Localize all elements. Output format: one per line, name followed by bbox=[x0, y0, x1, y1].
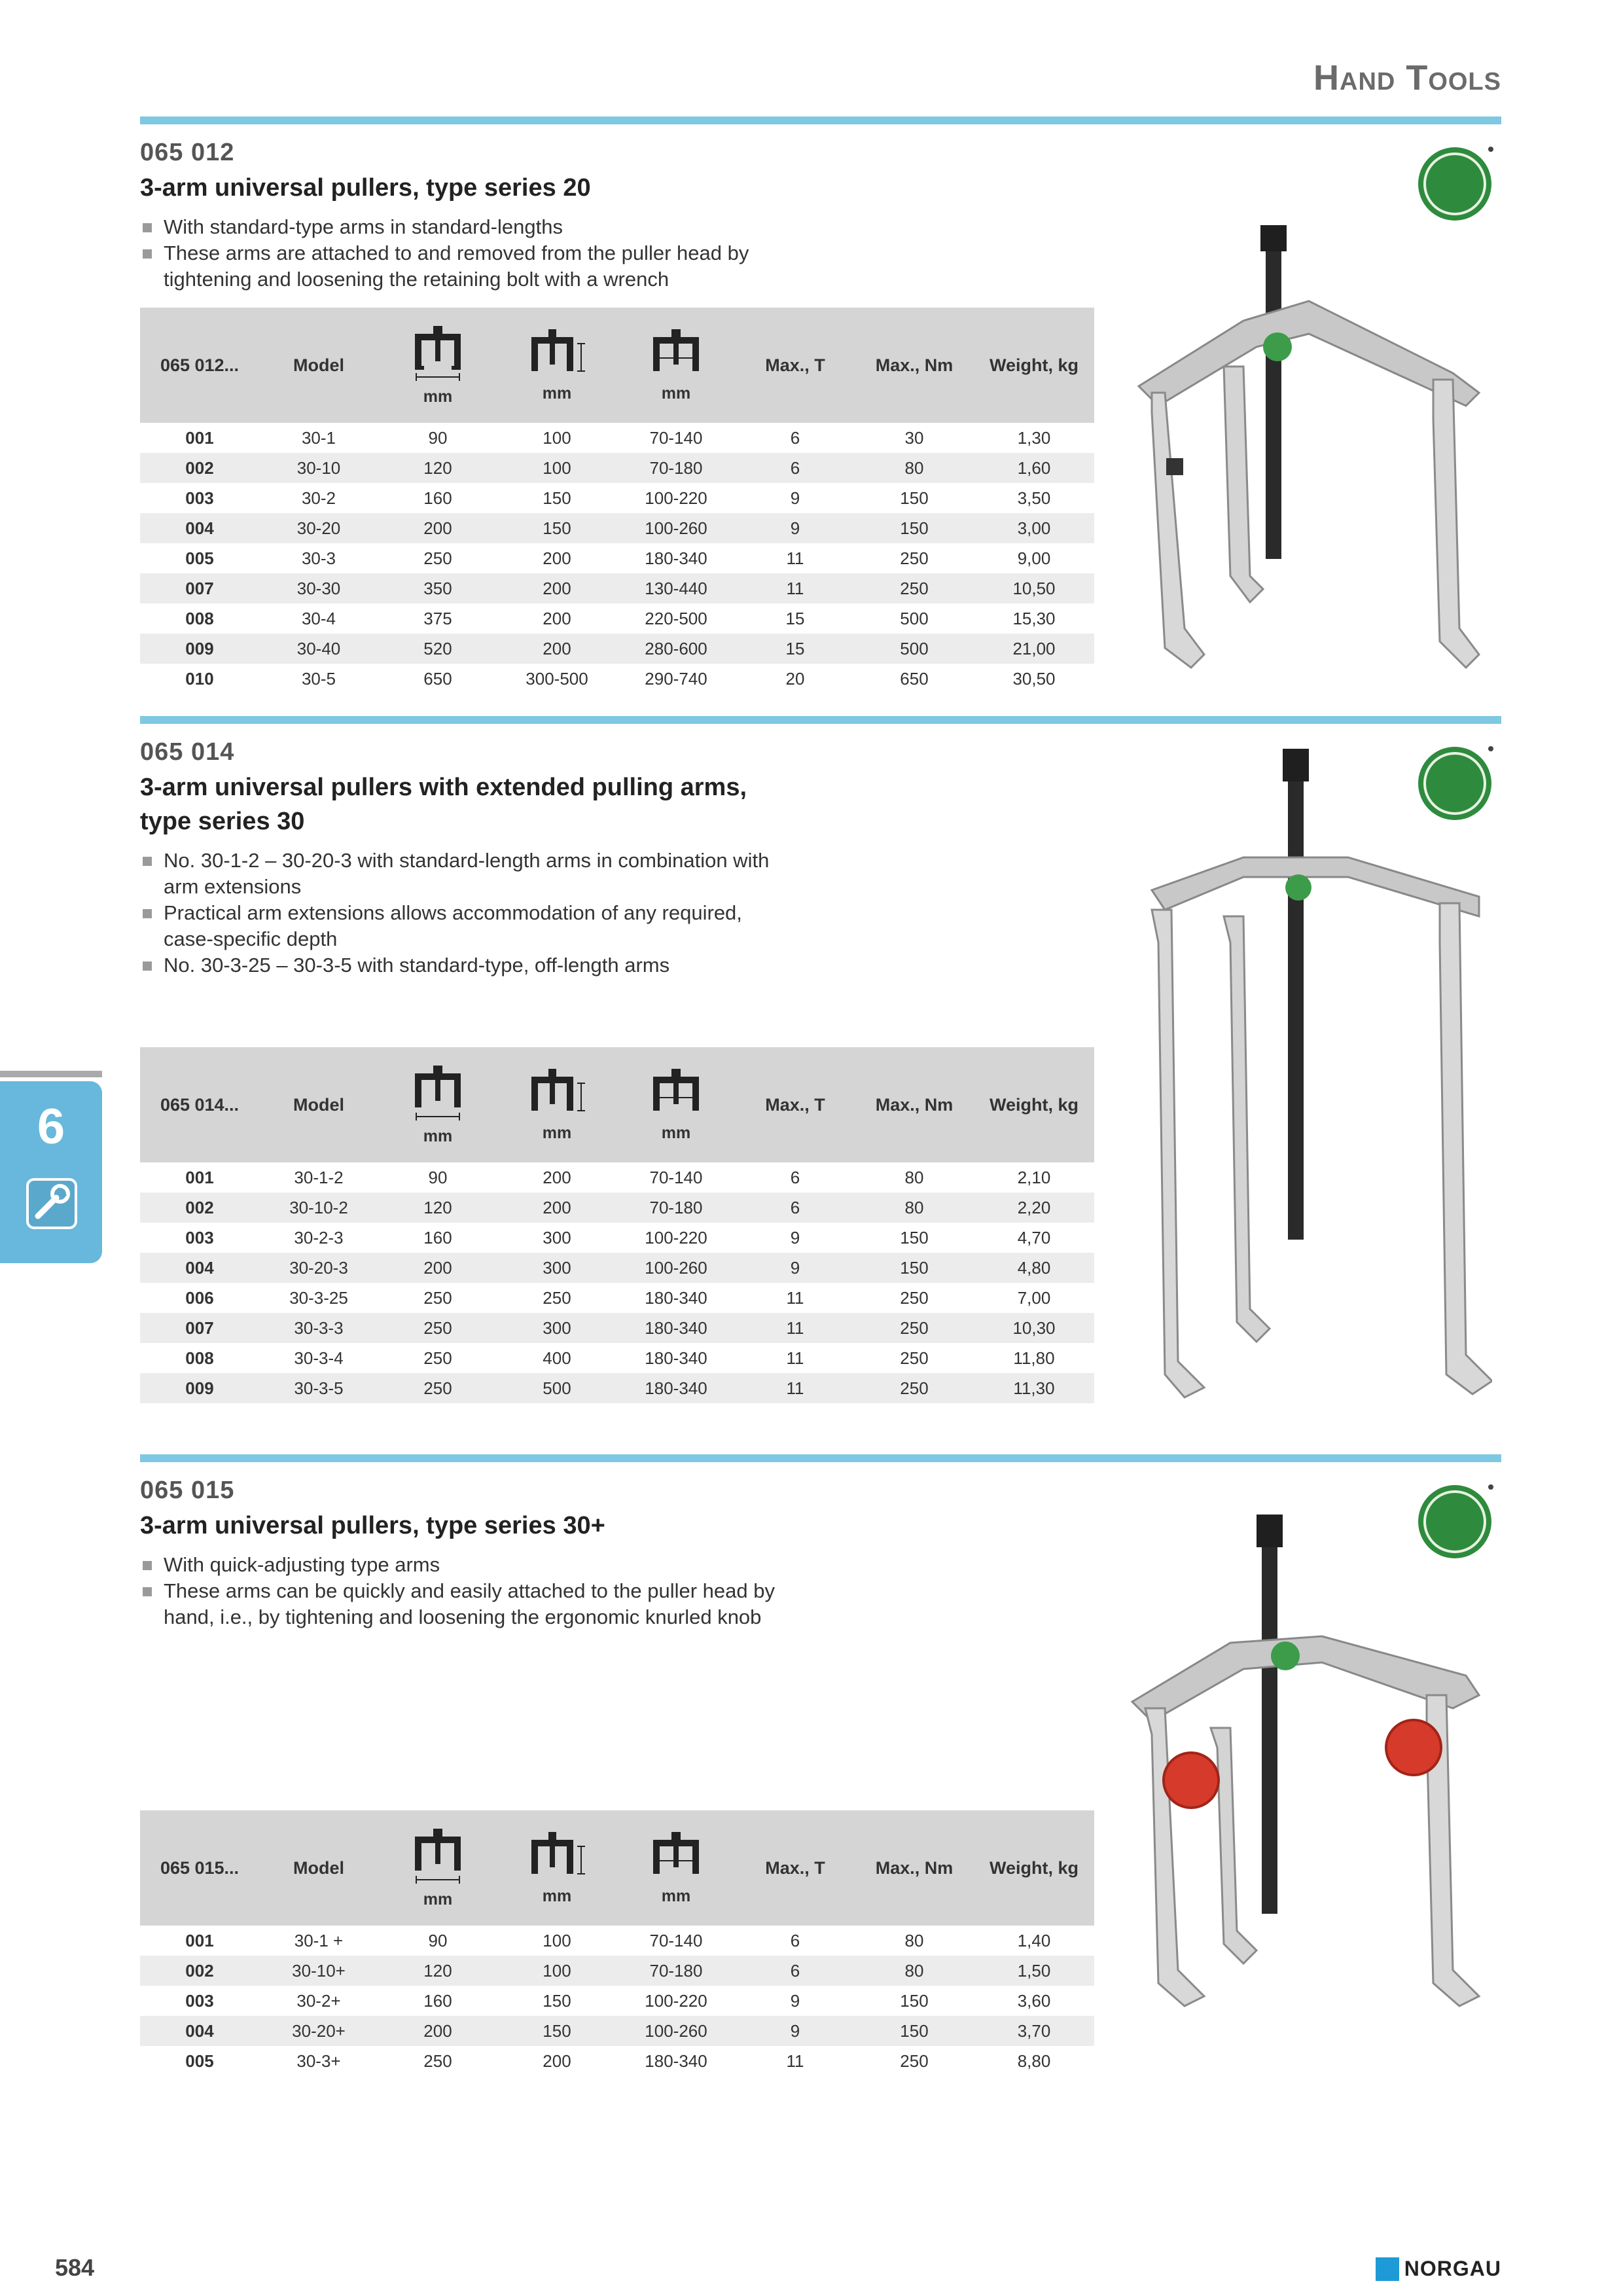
cell: 30-1 bbox=[301, 427, 336, 448]
cell: 11 bbox=[786, 578, 804, 598]
cell: 250 bbox=[900, 2051, 929, 2071]
cell: 250 bbox=[423, 1378, 452, 1398]
cell: 80 bbox=[904, 1960, 924, 1981]
cell: 500 bbox=[900, 608, 929, 628]
cell: 150 bbox=[543, 488, 571, 508]
cell: 9 bbox=[790, 2020, 800, 2041]
cell: 500 bbox=[900, 638, 929, 658]
cell: 4,80 bbox=[1017, 1257, 1051, 1278]
cell: 150 bbox=[900, 488, 929, 508]
cell: 100 bbox=[543, 457, 571, 478]
chapter-tab-bar bbox=[0, 1071, 102, 1077]
unit-label: mm bbox=[661, 1123, 691, 1142]
cell: 90 bbox=[428, 1167, 448, 1187]
cell: 180-340 bbox=[645, 1318, 707, 1338]
cell: 70-140 bbox=[649, 1930, 703, 1950]
cell: 11 bbox=[786, 1287, 804, 1308]
cell: 2,20 bbox=[1017, 1197, 1051, 1217]
product-code: 065 015 bbox=[140, 1477, 235, 1504]
unit-label: mm bbox=[661, 1886, 691, 1905]
cell: 005 bbox=[185, 2051, 214, 2071]
cell: 001 bbox=[185, 1167, 214, 1187]
cell: 100 bbox=[543, 1960, 571, 1981]
feature-item: Practical arm extensions allows accommodation of any required, case-specific depth bbox=[140, 900, 794, 952]
cell: 11 bbox=[786, 1378, 804, 1398]
cell: 90 bbox=[428, 427, 448, 448]
table-row bbox=[140, 1223, 1094, 1253]
cell: 007 bbox=[185, 1318, 214, 1338]
table-row bbox=[140, 2016, 1094, 2046]
cell: 150 bbox=[900, 1227, 929, 1247]
section-rule bbox=[140, 117, 1501, 124]
cell: 30-4 bbox=[301, 608, 336, 628]
cell: 70-180 bbox=[649, 1197, 703, 1217]
cell: 11 bbox=[786, 548, 804, 568]
cell: 220-500 bbox=[645, 608, 707, 628]
column-header: Max., T bbox=[765, 1857, 825, 1878]
cell: 10,30 bbox=[1012, 1318, 1056, 1338]
cell: 6 bbox=[790, 427, 800, 448]
column-header: Model bbox=[293, 355, 344, 375]
cell: 9 bbox=[790, 1227, 800, 1247]
puller-depth-icon bbox=[521, 1067, 593, 1120]
cell: 002 bbox=[185, 457, 214, 478]
puller-depth-icon bbox=[521, 1831, 593, 1883]
column-header: 065 015... bbox=[160, 1857, 240, 1878]
table-row bbox=[140, 664, 1094, 694]
cell: 250 bbox=[900, 1318, 929, 1338]
cell: 30-5 bbox=[301, 668, 336, 689]
cell: 160 bbox=[423, 1990, 452, 2011]
column-header: Max., T bbox=[765, 1094, 825, 1115]
cell: 500 bbox=[543, 1378, 571, 1398]
cell: 008 bbox=[185, 608, 214, 628]
cell: 160 bbox=[423, 1227, 452, 1247]
cell: 30-3-5 bbox=[294, 1378, 344, 1398]
cell: 009 bbox=[185, 1378, 214, 1398]
unit-label: mm bbox=[423, 1890, 453, 1909]
brand-logo bbox=[1376, 2257, 1501, 2281]
column-header: 065 014... bbox=[160, 1094, 240, 1115]
cell: 30-2 bbox=[301, 488, 336, 508]
cell: 150 bbox=[900, 2020, 929, 2041]
cell: 30-10-2 bbox=[289, 1197, 348, 1217]
cell: 11,30 bbox=[1013, 1378, 1055, 1398]
cell: 375 bbox=[423, 608, 452, 628]
cell: 400 bbox=[543, 1348, 571, 1368]
cell: 30-3-3 bbox=[294, 1318, 344, 1338]
cell: 11 bbox=[786, 1318, 804, 1338]
product-title: 3-arm universal pullers, type series 20 bbox=[140, 174, 591, 202]
cell: 15 bbox=[785, 638, 805, 658]
spec-table bbox=[140, 308, 1094, 694]
cell: 100-260 bbox=[645, 1257, 707, 1278]
table-row bbox=[140, 1373, 1094, 1403]
cell: 100-220 bbox=[645, 1227, 707, 1247]
cell: 200 bbox=[543, 1197, 571, 1217]
table-row bbox=[140, 603, 1094, 634]
cell: 100-220 bbox=[645, 1990, 707, 2011]
column-header: Max., Nm bbox=[875, 1094, 954, 1115]
cell: 1,40 bbox=[1017, 1930, 1051, 1950]
section-rule bbox=[140, 1454, 1501, 1462]
cell: 007 bbox=[185, 578, 214, 598]
cell: 1,50 bbox=[1017, 1960, 1051, 1981]
cell: 100 bbox=[543, 1930, 571, 1950]
puller-spread-icon bbox=[402, 1827, 474, 1886]
cell: 80 bbox=[904, 1930, 924, 1950]
cell: 001 bbox=[185, 427, 214, 448]
cell: 30-1-2 bbox=[294, 1167, 344, 1187]
unit-label: mm bbox=[542, 1123, 572, 1142]
cell: 3,50 bbox=[1017, 488, 1051, 508]
cell: 180-340 bbox=[645, 1348, 707, 1368]
column-header: Max., T bbox=[765, 355, 825, 375]
cell: 6 bbox=[790, 1197, 800, 1217]
product-title: 3-arm universal pullers, type series 30+ bbox=[140, 1512, 605, 1539]
cell: 300-500 bbox=[526, 668, 588, 689]
table-header-row bbox=[140, 1810, 1094, 1926]
cell: 010 bbox=[185, 668, 214, 689]
puller-depth-icon bbox=[521, 328, 593, 380]
cell: 9 bbox=[790, 488, 800, 508]
cell: 100-260 bbox=[645, 2020, 707, 2041]
table-row bbox=[140, 513, 1094, 543]
cell: 70-180 bbox=[649, 1960, 703, 1981]
cell: 160 bbox=[423, 488, 452, 508]
cell: 003 bbox=[185, 488, 214, 508]
cell: 100-260 bbox=[645, 518, 707, 538]
cell: 180-340 bbox=[645, 548, 707, 568]
cell: 30-1 + bbox=[294, 1930, 344, 1950]
page-number: 584 bbox=[55, 2254, 95, 2281]
table-row bbox=[140, 1162, 1094, 1193]
cell: 150 bbox=[543, 1990, 571, 2011]
cell: 30-10 bbox=[296, 457, 341, 478]
table-row bbox=[140, 423, 1094, 453]
table-row bbox=[140, 1956, 1094, 1986]
cell: 180-340 bbox=[645, 1287, 707, 1308]
cell: 1,60 bbox=[1017, 457, 1051, 478]
cell: 30,50 bbox=[1012, 668, 1056, 689]
table-row bbox=[140, 573, 1094, 603]
puller-range-icon bbox=[640, 328, 712, 380]
cell: 20 bbox=[785, 668, 805, 689]
cell: 30-2+ bbox=[296, 1990, 341, 2011]
cell: 1,30 bbox=[1017, 427, 1051, 448]
cell: 250 bbox=[900, 1378, 929, 1398]
table-row bbox=[140, 453, 1094, 483]
puller-photo bbox=[1113, 223, 1492, 681]
product-code: 065 012 bbox=[140, 139, 235, 166]
unit-label: mm bbox=[423, 387, 453, 406]
cell: 100-220 bbox=[645, 488, 707, 508]
cell: 300 bbox=[543, 1318, 571, 1338]
brand-name: NORGAU bbox=[1404, 2257, 1501, 2280]
cell: 30-3-4 bbox=[294, 1348, 344, 1368]
cell: 120 bbox=[423, 1960, 452, 1981]
feature-list bbox=[140, 214, 794, 293]
cell: 6 bbox=[790, 457, 800, 478]
cell: 6 bbox=[790, 1167, 800, 1187]
column-header: Model bbox=[293, 1857, 344, 1878]
cell: 9,00 bbox=[1017, 548, 1051, 568]
cell: 003 bbox=[185, 1227, 214, 1247]
cell: 200 bbox=[543, 608, 571, 628]
cell: 200 bbox=[543, 1167, 571, 1187]
cell: 250 bbox=[423, 1287, 452, 1308]
table-row bbox=[140, 1193, 1094, 1223]
cell: 005 bbox=[185, 548, 214, 568]
unit-label: mm bbox=[423, 1126, 453, 1145]
cell: 350 bbox=[423, 578, 452, 598]
cell: 9 bbox=[790, 518, 800, 538]
cell: 30-20-3 bbox=[289, 1257, 348, 1278]
cell: 80 bbox=[904, 1167, 924, 1187]
cell: 290-740 bbox=[645, 668, 707, 689]
column-header-depth bbox=[497, 308, 616, 423]
column-header-spread bbox=[378, 308, 497, 423]
cell: 200 bbox=[423, 518, 452, 538]
cell: 250 bbox=[423, 1348, 452, 1368]
cell: 200 bbox=[423, 1257, 452, 1278]
cell: 004 bbox=[185, 1257, 214, 1278]
feature-list bbox=[140, 848, 794, 978]
cell: 120 bbox=[423, 457, 452, 478]
cell: 200 bbox=[543, 2051, 571, 2071]
brand-mark bbox=[1376, 2257, 1399, 2281]
cell: 200 bbox=[543, 578, 571, 598]
cell: 30-20+ bbox=[292, 2020, 346, 2041]
table-row bbox=[140, 1343, 1094, 1373]
column-header-spread bbox=[378, 1810, 497, 1926]
cell: 200 bbox=[423, 2020, 452, 2041]
table-row bbox=[140, 1253, 1094, 1283]
cell: 150 bbox=[900, 1257, 929, 1278]
cell: 8,80 bbox=[1017, 2051, 1051, 2071]
cell: 30-20 bbox=[296, 518, 341, 538]
kukko-logo bbox=[1416, 145, 1493, 223]
column-header-depth bbox=[497, 1810, 616, 1926]
cell: 15 bbox=[785, 608, 805, 628]
puller-spread-icon bbox=[402, 325, 474, 384]
cell: 180-340 bbox=[645, 1378, 707, 1398]
table-row bbox=[140, 2046, 1094, 2076]
cell: 6 bbox=[790, 1960, 800, 1981]
cell: 150 bbox=[900, 1990, 929, 2011]
cell: 650 bbox=[900, 668, 929, 689]
cell: 6 bbox=[790, 1930, 800, 1950]
wrench-icon bbox=[26, 1178, 77, 1229]
column-header: Max., Nm bbox=[875, 1857, 954, 1878]
cell: 30 bbox=[904, 427, 924, 448]
cell: 250 bbox=[900, 578, 929, 598]
cell: 10,50 bbox=[1012, 578, 1056, 598]
cell: 80 bbox=[904, 457, 924, 478]
feature-item: No. 30-1-2 – 30-20-3 with standard-length arms in combination with arm extensions bbox=[140, 848, 794, 900]
cell: 100 bbox=[543, 427, 571, 448]
spec-table bbox=[140, 1047, 1094, 1403]
table-row bbox=[140, 1986, 1094, 2016]
section-rule bbox=[140, 716, 1501, 724]
cell: 21,00 bbox=[1012, 638, 1056, 658]
feature-item: No. 30-3-25 – 30-3-5 with standard-type, off-length arms bbox=[140, 952, 794, 978]
cell: 002 bbox=[185, 1197, 214, 1217]
puller-spread-icon bbox=[402, 1064, 474, 1123]
cell: 250 bbox=[423, 2051, 452, 2071]
spec-table bbox=[140, 1810, 1094, 2076]
table-row bbox=[140, 483, 1094, 513]
column-header-spread bbox=[378, 1047, 497, 1162]
unit-label: mm bbox=[542, 384, 572, 403]
cell: 250 bbox=[900, 548, 929, 568]
cell: 70-180 bbox=[649, 457, 703, 478]
cell: 30-3 bbox=[301, 548, 336, 568]
puller-range-icon bbox=[640, 1067, 712, 1120]
cell: 3,60 bbox=[1017, 1990, 1051, 2011]
column-header-range bbox=[616, 1047, 736, 1162]
cell: 130-440 bbox=[645, 578, 707, 598]
cell: 150 bbox=[543, 2020, 571, 2041]
feature-item: With standard-type arms in standard-lengths bbox=[140, 214, 794, 240]
cell: 9 bbox=[790, 1257, 800, 1278]
puller-photo bbox=[1126, 746, 1492, 1401]
cell: 30-40 bbox=[296, 638, 341, 658]
cell: 650 bbox=[423, 668, 452, 689]
unit-label: mm bbox=[661, 384, 691, 403]
table-row bbox=[140, 1926, 1094, 1956]
cell: 008 bbox=[185, 1348, 214, 1368]
cell: 30-3+ bbox=[296, 2051, 341, 2071]
cell: 250 bbox=[900, 1287, 929, 1308]
unit-label: mm bbox=[542, 1886, 572, 1905]
column-header: Weight, kg bbox=[989, 1857, 1079, 1878]
puller-range-icon bbox=[640, 1831, 712, 1883]
cell: 009 bbox=[185, 638, 214, 658]
cell: 520 bbox=[423, 638, 452, 658]
puller-photo bbox=[1113, 1512, 1492, 2009]
cell: 70-140 bbox=[649, 1167, 703, 1187]
cell: 003 bbox=[185, 1990, 214, 2011]
column-header: Max., Nm bbox=[875, 355, 954, 375]
cell: 3,00 bbox=[1017, 518, 1051, 538]
column-header: 065 012... bbox=[160, 355, 240, 375]
cell: 300 bbox=[543, 1227, 571, 1247]
cell: 3,70 bbox=[1017, 2020, 1051, 2041]
column-header: Weight, kg bbox=[989, 1094, 1079, 1115]
cell: 70-140 bbox=[649, 427, 703, 448]
cell: 002 bbox=[185, 1960, 214, 1981]
cell: 300 bbox=[543, 1257, 571, 1278]
table-row bbox=[140, 1313, 1094, 1343]
column-header: Weight, kg bbox=[989, 355, 1079, 375]
cell: 250 bbox=[543, 1287, 571, 1308]
cell: 4,70 bbox=[1017, 1227, 1051, 1247]
table-row bbox=[140, 1283, 1094, 1313]
cell: 120 bbox=[423, 1197, 452, 1217]
table-header-row bbox=[140, 1047, 1094, 1162]
cell: 150 bbox=[900, 518, 929, 538]
table-row bbox=[140, 634, 1094, 664]
column-header: Model bbox=[293, 1094, 344, 1115]
cell: 11 bbox=[786, 1348, 804, 1368]
cell: 200 bbox=[543, 548, 571, 568]
cell: 250 bbox=[900, 1348, 929, 1368]
cell: 200 bbox=[543, 638, 571, 658]
cell: 15,30 bbox=[1012, 608, 1056, 628]
product-code: 065 014 bbox=[140, 738, 235, 766]
column-header-range bbox=[616, 1810, 736, 1926]
column-header-depth bbox=[497, 1047, 616, 1162]
cell: 001 bbox=[185, 1930, 214, 1950]
feature-item: With quick-adjusting type arms bbox=[140, 1552, 794, 1578]
cell: 80 bbox=[904, 1197, 924, 1217]
cell: 280-600 bbox=[645, 638, 707, 658]
page-header-title: Hand Tools bbox=[1313, 58, 1501, 98]
cell: 004 bbox=[185, 2020, 214, 2041]
cell: 250 bbox=[423, 548, 452, 568]
feature-item: These arms can be quickly and easily attached to the puller head by hand, i.e., by tightening and loosening the ergonomic knurled knob bbox=[140, 1578, 794, 1630]
feature-item: These arms are attached to and removed from the puller head by tightening and loosening the retaining bolt with a wrench bbox=[140, 240, 794, 293]
product-title: 3-arm universal pullers with extended pulling arms, type series 30 bbox=[140, 774, 747, 835]
chapter-number: 6 bbox=[37, 1099, 65, 1155]
feature-list bbox=[140, 1552, 794, 1630]
table-header-row bbox=[140, 308, 1094, 423]
cell: 11,80 bbox=[1013, 1348, 1055, 1368]
cell: 180-340 bbox=[645, 2051, 707, 2071]
cell: 30-3-25 bbox=[289, 1287, 348, 1308]
cell: 30-2-3 bbox=[294, 1227, 344, 1247]
cell: 006 bbox=[185, 1287, 214, 1308]
cell: 2,10 bbox=[1017, 1167, 1051, 1187]
cell: 004 bbox=[185, 518, 214, 538]
cell: 7,00 bbox=[1017, 1287, 1051, 1308]
cell: 11 bbox=[786, 2051, 804, 2071]
cell: 90 bbox=[428, 1930, 448, 1950]
cell: 250 bbox=[423, 1318, 452, 1338]
cell: 150 bbox=[543, 518, 571, 538]
cell: 9 bbox=[790, 1990, 800, 2011]
column-header-range bbox=[616, 308, 736, 423]
table-row bbox=[140, 543, 1094, 573]
cell: 30-10+ bbox=[292, 1960, 346, 1981]
cell: 30-30 bbox=[296, 578, 341, 598]
